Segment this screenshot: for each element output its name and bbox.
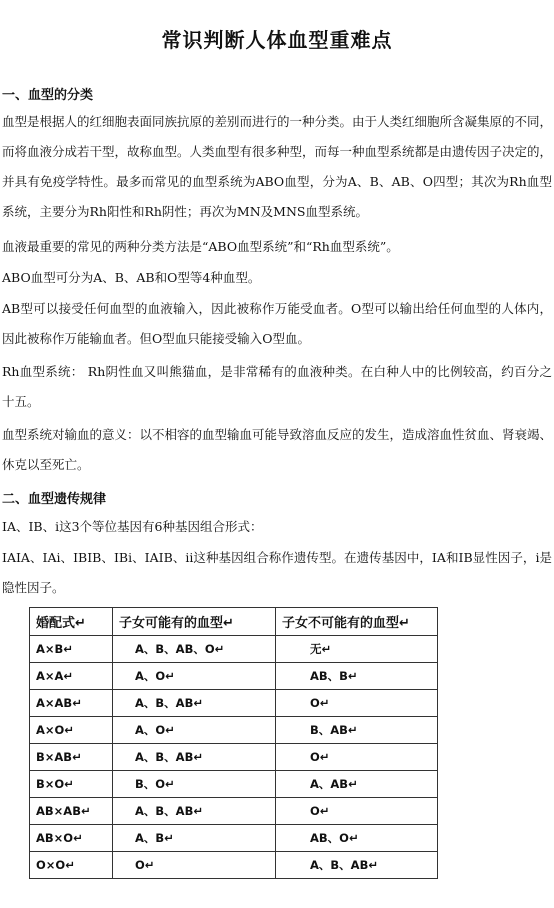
table-row [30,690,438,717]
table-cell-impossible: AB、B↵ [276,663,438,690]
table-row [30,798,438,825]
paragraph-genotypes: IAIA、IAi、IBIB、IBi、IAIB、ii这种基因组合称作遗传型。在遗传基因中，IA和IB显性因子，i是隐性因子。 [2,550,552,595]
page-title: 常识判断人体血型重难点 [161,28,393,52]
table-cell-impossible: B、AB↵ [276,717,438,744]
table-row [30,663,438,690]
table-cell-possible: B、O↵ [113,771,276,798]
table-row [30,636,438,663]
table-cell-mating: AB×O↵ [30,825,113,852]
table-cell-impossible: A、AB↵ [276,771,438,798]
table-header-row [30,608,438,636]
table-cell-impossible: O↵ [276,798,438,825]
paragraph-transfusion-significance: 血型系统对输血的意义：以不相容的血型输血可能导致溶血反应的发生，造成溶血性贫血、肾衰竭、休克以至死亡。 [2,427,553,472]
section-heading-inheritance: 二、血型遗传规律 [2,492,107,507]
paragraph-alleles: IA、IB、i这3个等位基因有6种基因组合形式： [2,519,263,534]
paragraph-definition: 血型是根据人的红细胞表面同族抗原的差别而进行的一种分类。由于人类红细胞所含凝集原的不同，而将血液分成若干型，故称血型。人类血型有很多种型，而每一种血型系统都是由遗传因子决定的，并具有免疫学特性。最多而常见的血型系统为ABO血型，分为A、B、AB、O四型；其次为Rh血型系统，主要分为Rh阳性和Rh阴性；再次为MN及MNS血型系统。 [2,114,553,219]
table-cell-possible: O↵ [113,852,276,879]
table-cell-mating: O×O↵ [30,852,113,879]
table-cell-impossible: 无↵ [276,636,438,663]
paragraph-universal-donor-recipient: AB型可以接受任何血型的血液输入，因此被称作万能受血者。O型可以输出给任何血型的人体内，因此被称作万能输血者。但O型血只能接受输入O型血。 [2,301,552,346]
paragraph-classification-methods: 血液最重要的常见的两种分类方法是“ABO血型系统”和“Rh血型系统”。 [2,239,399,254]
table-cell-mating: AB×AB↵ [30,798,113,825]
table-cell-mating: A×A↵ [30,663,113,690]
table-header: 子女可能有的血型↵ [113,608,276,636]
table-cell-possible: A、O↵ [113,663,276,690]
table-cell-possible: A、O↵ [113,717,276,744]
table-row [30,744,438,771]
section-heading-blood-type-classification: 一、血型的分类 [2,88,94,103]
table-row [30,717,438,744]
table-cell-possible: A、B、AB、O↵ [113,636,276,663]
table-cell-impossible: A、B、AB↵ [276,852,438,879]
table-header: 子女不可能有的血型↵ [276,608,438,636]
table-row [30,771,438,798]
table-header: 婚配式↵ [30,608,113,636]
table-cell-mating: B×AB↵ [30,744,113,771]
table-cell-possible: A、B、AB↵ [113,690,276,717]
paragraph-rh-system: Rh血型系统： Rh阴性血又叫熊猫血，是非常稀有的血液种类。在白种人中的比例较高，约百分之十五。 [2,364,552,409]
table-cell-impossible: AB、O↵ [276,825,438,852]
table-row [30,852,438,879]
paragraph-abo-types: ABO血型可分为A、B、AB和O型等4种血型。 [2,270,261,285]
table-cell-possible: A、B、AB↵ [113,798,276,825]
table-cell-mating: A×B↵ [30,636,113,663]
table-row [30,825,438,852]
table-cell-possible: A、B↵ [113,825,276,852]
inheritance-table [29,607,438,879]
table-cell-mating: A×AB↵ [30,690,113,717]
table-cell-mating: A×O↵ [30,717,113,744]
table-cell-impossible: O↵ [276,690,438,717]
table-cell-impossible: O↵ [276,744,438,771]
table-cell-possible: A、B、AB↵ [113,744,276,771]
table-cell-mating: B×O↵ [30,771,113,798]
